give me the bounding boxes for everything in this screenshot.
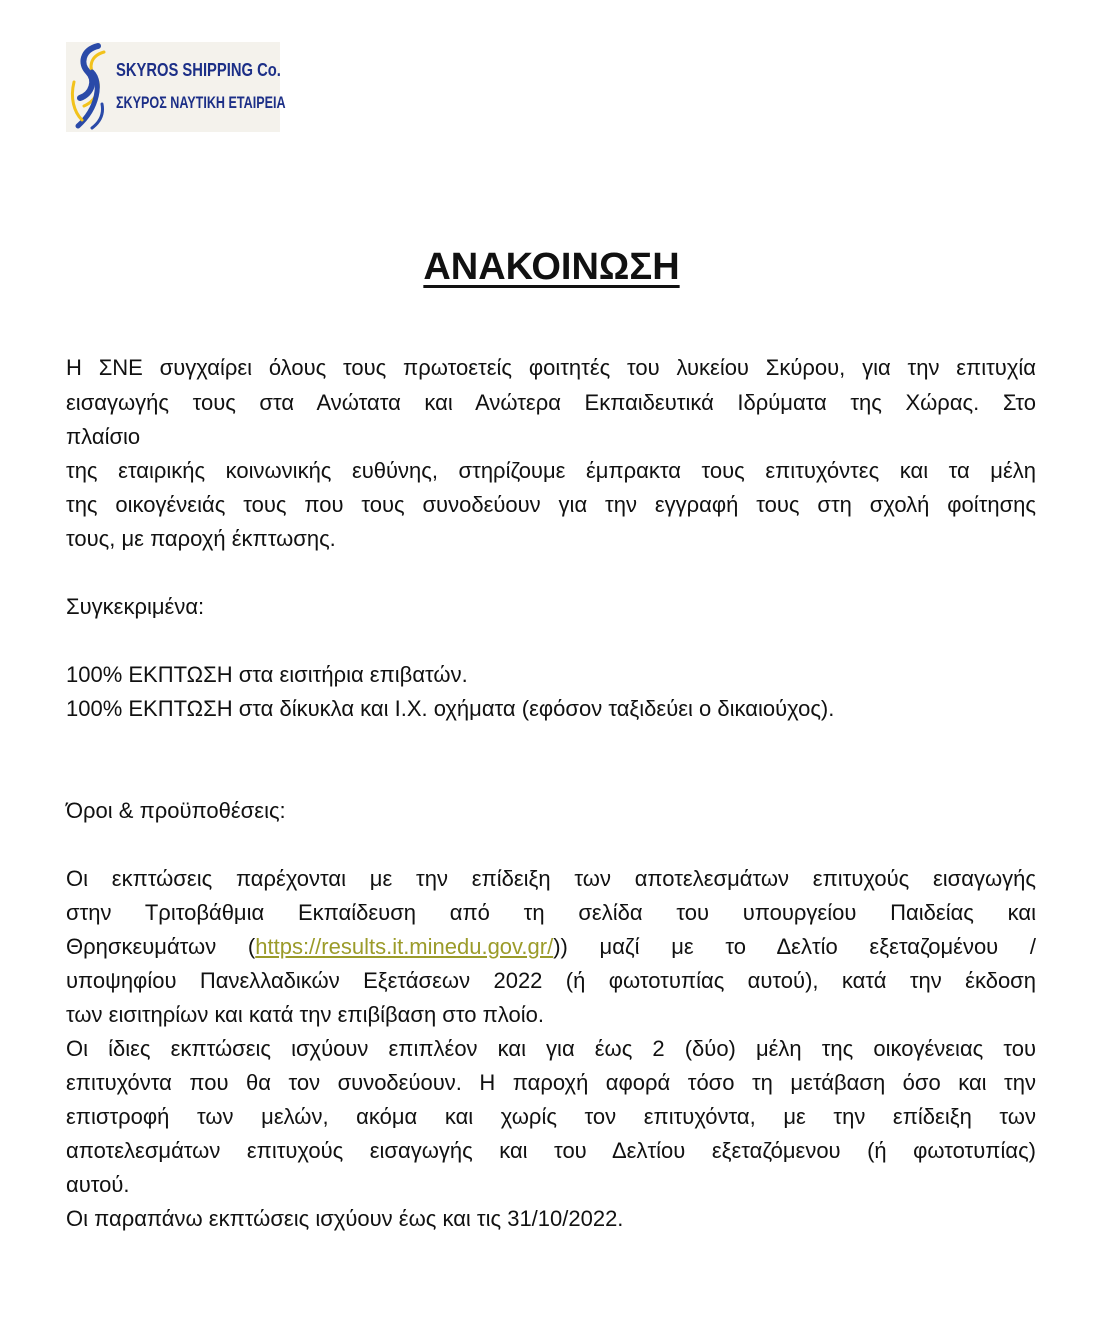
- specifically-label: Συγκεκριμένα:: [66, 594, 205, 619]
- terms-line-5: των εισιτηρίων και κατά την επιβίβαση στο πλοίο.: [66, 1002, 544, 1027]
- logo-name-greek: ΣΚΥΡΟΣ ΝΑΥΤΙΚΗ ΕΤΑΙΡΕΙΑ: [116, 93, 286, 112]
- terms-line-7: επιτυχόντα που θα τον συνοδεύουν. Η παροχή αφορά τόσο τη μετάβαση όσο και την: [66, 1070, 1036, 1095]
- intro-line-3: πλαίσιο: [66, 424, 141, 449]
- intro-line-2: εισαγωγής τους στα Ανώτατα και Ανώτερα Εκπαιδευτικά Ιδρύματα της Χώρας. Στο: [66, 390, 1036, 415]
- results-link[interactable]: https://results.it.minedu.gov.gr/: [255, 934, 554, 959]
- intro-line-4: της εταιρικής κοινωνικής ευθύνης, στηρίζουμε έμπρακτα τους επιτυχόντες και τα μέλη: [66, 458, 1036, 483]
- intro-line-6: τους, με παροχή έκπτωσης.: [66, 526, 336, 551]
- terms-line-8: επιστροφή των μελών, ακόμα και χωρίς τον επιτυχόντα, με την επίδειξη των: [66, 1104, 1036, 1129]
- terms-line-2: στην Τριτοβάθμια Εκπαίδευση από τη σελίδα του υπουργείου Παιδείας και: [66, 900, 1036, 925]
- logo-swoosh-icon: [68, 42, 110, 132]
- intro-line-1: Η ΣΝΕ συγχαίρει όλους τους πρωτοετείς φοιτητές του λυκείου Σκύρου, για την επιτυχία: [66, 355, 1036, 380]
- terms-line-9: αποτελεσμάτων επιτυχούς εισαγωγής και του Δελτίου εξεταζόμενου (ή φωτοτυπίας): [66, 1138, 1036, 1163]
- announcement-title: ΑΝΑΚΟΙΝΩΣΗ: [423, 246, 680, 288]
- company-logo: [66, 42, 286, 132]
- terms-line-3: [66, 930, 1036, 964]
- discount-passengers: 100% ΕΚΠΤΩΣΗ στα εισιτήρια επιβατών.: [66, 662, 468, 687]
- intro-line-5: της οικογένειάς τους που τους συνοδεύουν για την εγγραφή τους στη σχολή φοίτησης: [66, 492, 1036, 517]
- terms-line-3-suffix: )) μαζί με το Δελτίο εξεταζομένου /: [553, 934, 1037, 959]
- terms-line-6: Οι ίδιες εκπτώσεις ισχύουν επιπλέον και για έως 2 (δύο) μέλη της οικογένειας του: [66, 1036, 1036, 1061]
- terms-label: Όροι & προϋποθέσεις:: [66, 798, 286, 823]
- terms-line-3-prefix: Θρησκευμάτων (: [66, 934, 256, 959]
- terms-line-10: αυτού.: [66, 1172, 130, 1197]
- terms-line-4: υποψηφίου Πανελλαδικών Εξετάσεων 2022 (ή φωτοτυπίας αυτού), κατά την έκδοση: [66, 968, 1036, 993]
- terms-line-11: Οι παραπάνω εκπτώσεις ισχύουν έως και τις 31/10/2022.: [66, 1206, 624, 1231]
- discount-vehicles: 100% ΕΚΠΤΩΣΗ στα δίκυκλα και Ι.Χ. οχήματα (εφόσον ταξιδεύει ο δικαιούχος).: [66, 696, 835, 721]
- terms-line-1: Οι εκπτώσεις παρέχονται με την επίδειξη των αποτελεσμάτων επιτυχούς εισαγωγής: [66, 866, 1036, 891]
- logo-name-english: SKYROS SHIPPING Co.: [116, 60, 281, 80]
